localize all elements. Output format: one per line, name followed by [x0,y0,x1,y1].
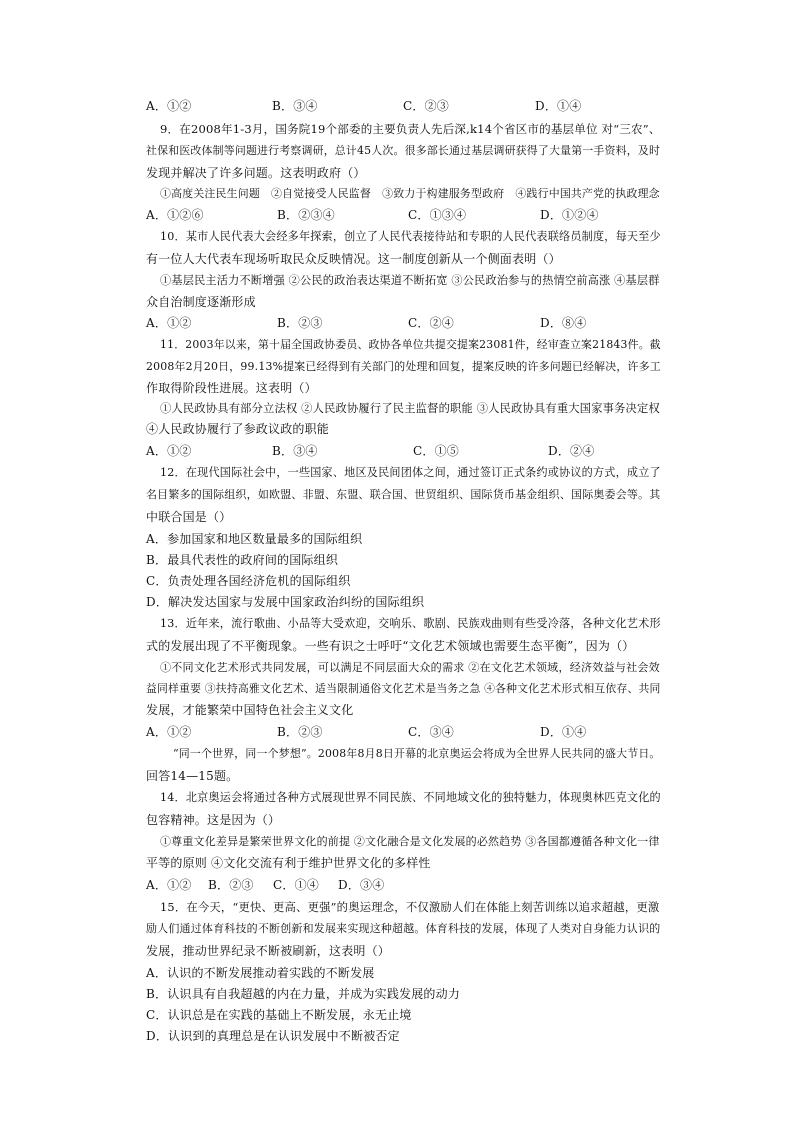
q15-stem-line-3: 发展，推动世界纪录不断被刷新，这表明（） [146,944,391,958]
q11-option-a: A．①② [146,444,192,458]
q9-stem-line-1: 9．在2008年1-3月，国务院19个部委的主要负责人先后深,k14个省区市的基层单位 对“三农”、 [160,122,661,136]
q11-stem-line-2: 2008年2月20日，99.13%提案已经得到有关部门的处理和回复，提案反映的许多问题已经解决，许多工 [146,360,661,373]
q12-option-b: B．最具代表性的政府间的国际组织 [146,553,339,567]
q12-stem-line-3: 中联合国是（） [146,510,232,524]
q15-option-d: D．认识到的真理总是在认识发展中不断被否定 [146,1029,400,1043]
q12-option-c: C．负责处理各国经济危机的国际组织 [146,574,351,588]
q11-choices-line-1: ①人民政协具有部分立法权 ②人民政协履行了民主监督的职能 ③人民政协具有重大国家事务决定权 [160,402,660,415]
q13-stem-line-2: 式的发展出现了不平衡现象。一些有识之士呼吁“文化艺术领域也需要生态平衡”，因为（） [146,639,635,653]
q13-choices-line-2: 益同样重要 ③扶持高雅文化艺术、适当限制通俗文化艺术是当务之急 ④各种文化艺术形式相互依存、共同 [146,682,661,695]
intro-line-2: 回答14—15题。 [146,769,239,783]
q9-choices: ①高度关注民生问题 ②自觉接受人民监督 ③致力于构建服务型政府 ④践行中国共产党的执政理念 [160,187,660,200]
q13-option-c: C．③④ [408,725,454,739]
q8-option-c: C．②③ [403,99,449,113]
q10-choices-line-2: 众自治制度逐渐形成 [146,295,256,309]
q14-option-d: D．③④ [338,878,385,892]
q13-choices-line-1: ①不同文化艺术形式共同发展，可以满足不同层面大众的需求 ②在文化艺术领域，经济效益与社会效 [160,661,660,674]
q14-option-c: C．①④ [273,878,319,892]
q10-option-c: C．②④ [408,316,454,330]
q14-stem-line-1: 14．北京奥运会将通过各种方式展现世界不同民族、不同地域文化的独特魅力，体现奥林匹克文化的 [160,791,661,804]
q10-choices-line-1: ①基层民主活力不断增强 ②公民的政治表达渠道不断拓宽 ③公民政治参与的热情空前高涨 ④基层群 [160,274,660,287]
q11-stem-line-3: 作取得阶段性进展。这表明（） [146,381,317,395]
q10-stem-line-1: 10．某市人民代表大会经多年探索，创立了人民代表接待站和专职的人民代表联络员制度，每天至少 [160,230,661,243]
q8-option-d: D．①④ [535,99,582,113]
q14-choices-line-1: ①尊重文化差异是繁荣世界文化的前提 ②文化融合是文化发展的必然趋势 ③各国都遵循各种文化一律 [160,835,660,848]
q9-stem-line-2: 社保和医改体制等问题进行考察调研，总计45人次。很多部长通过基层调研获得了大量第一手资料，及时 [146,144,661,157]
q9-option-b: B．②③④ [277,208,335,222]
q13-option-a: A．①② [146,725,192,739]
q13-option-d: D．①④ [540,725,587,739]
q10-option-a: A．①② [146,316,192,330]
q9-option-c: C．①③④ [408,208,467,222]
q13-option-b: B．②③ [277,725,323,739]
q11-stem-line-1: 11．2003年以来，第十届全国政协委员、政协各单位共提交提案23081件，经审查立案21843件。截 [160,338,661,351]
q12-stem-line-1: 12．在现代国际社会中，一些国家、地区及民间团体之间，通过签订正式条约或协议的方式，成立了 [160,466,661,479]
q10-stem-line-2: 有一位人大代表车现场听取民众反映情况。这一制度创新从一个侧面表明（） [146,252,561,266]
q9-stem-line-3: 发现并解决了许多问题。这表明政府（） [146,166,366,180]
q12-option-d: D．解决发达国家与发展中国家政治纠纷的国际组织 [146,595,425,609]
q8-option-b: B．③④ [272,99,318,113]
q12-stem-line-2: 名目繁多的国际组织，如欧盟、非盟、东盟、联合国、世贸组织、国际货币基金组织、国际奥委会等。其 [146,488,661,501]
q10-option-b: B．②③ [277,316,323,330]
q11-option-d: D．②④ [548,444,595,458]
intro-line-1: “同一个世界，同一个梦想”。2008年8月8日开幕的北京奥运会将成为全世界人民共同的盛大节日。 [173,747,661,760]
q15-stem-line-2: 励人们通过体育科技的不断创新和发展来实现这种超越。体育科技的发展，体现了人类对自身能力认识的 [146,922,661,935]
q14-option-b: B．②③ [208,878,254,892]
q13-choices-line-3: 发展，才能繁荣中国特色社会主义文化 [146,703,354,717]
q15-option-a: A．认识的不断发展推动着实践的不断发展 [146,966,375,980]
q14-option-a: A．①② [146,878,192,892]
q9-option-d: D．①②④ [540,208,599,222]
q12-option-a: A．参加国家和地区数量最多的国际组织 [146,532,363,546]
q9-option-a: A．①②⑥ [146,208,204,222]
q15-option-b: B．认识具有自我超越的内在力量，并成为实践发展的动力 [146,987,461,1001]
q10-option-d: D．⑧④ [540,316,587,330]
q11-option-b: B．③④ [272,444,318,458]
q15-stem-line-1: 15．在今天，“更快、更高、更强”的奥运理念，不仅激励人们在体能上刻苦训练以追求超越，更激 [160,900,660,914]
q11-choices-line-2: ④人民政协履行了参政议政的职能 [146,422,330,436]
q14-stem-line-2: 包容精神。这是因为（） [146,813,281,827]
q8-option-a: A．①② [146,99,192,113]
q13-stem-line-1: 13．近年来，流行歌曲、小品等大受欢迎，交响乐、歌剧、民族戏曲则有些受冷落，各种文化艺术形 [160,617,661,630]
q11-option-c: C．①⑤ [413,444,459,458]
q15-option-c: C．认识总是在实践的基础上不断发展，永无止境 [146,1008,412,1022]
q14-choices-line-2: 平等的原则 ④文化交流有利于维护世界文化的多样性 [146,856,431,870]
